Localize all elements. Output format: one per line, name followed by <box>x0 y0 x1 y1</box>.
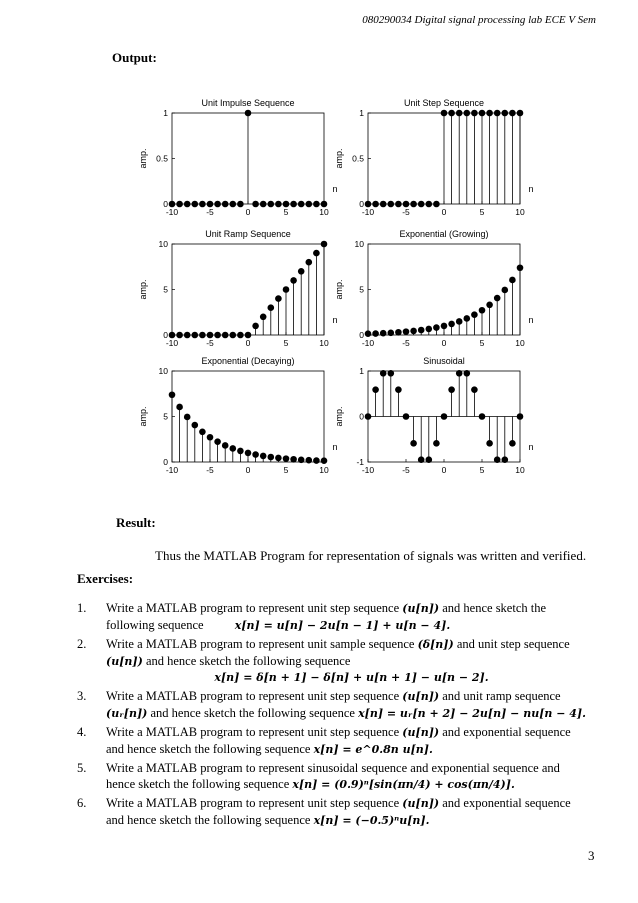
stem-marker <box>245 332 252 339</box>
y-tick-label: 1 <box>359 108 364 118</box>
stem-marker <box>321 241 328 248</box>
plot-title: Sinusoidal <box>423 356 465 366</box>
x-tick-label: -10 <box>361 465 375 475</box>
stem-marker <box>365 330 372 337</box>
stem-marker <box>494 110 501 117</box>
x-tick-label: 5 <box>479 465 485 475</box>
stem-marker <box>486 301 493 308</box>
stem-marker <box>169 201 176 208</box>
x-tick-label: 10 <box>319 338 329 348</box>
stem-marker <box>283 201 290 208</box>
x-tick-label: 0 <box>245 207 251 217</box>
y-tick-label: 0.5 <box>156 153 168 164</box>
stem-marker <box>283 286 290 293</box>
stem-marker <box>517 110 524 117</box>
stem-marker <box>268 201 275 208</box>
stem-marker <box>298 201 305 208</box>
x-tick-label: 5 <box>283 465 289 475</box>
stem-marker <box>448 321 455 328</box>
stem-marker <box>252 451 259 458</box>
stem-marker <box>230 445 237 452</box>
x-tick-label: 0 <box>245 465 251 475</box>
stem-marker <box>214 438 221 445</box>
stem-marker <box>214 201 221 208</box>
x-tick-label: -5 <box>402 338 410 348</box>
x-axis-label: n <box>528 315 534 325</box>
stem-marker <box>321 201 328 208</box>
x-tick-label: 5 <box>283 207 289 217</box>
x-tick-label: -10 <box>165 465 179 475</box>
x-tick-label: -5 <box>402 465 410 475</box>
stem-marker <box>456 110 463 117</box>
y-tick-label: 10 <box>158 366 168 376</box>
plot-title: Unit Ramp Sequence <box>205 229 291 239</box>
stem-marker <box>479 413 486 420</box>
stem-marker <box>176 201 183 208</box>
x-tick-label: 5 <box>479 338 485 348</box>
stem-marker <box>395 386 402 393</box>
plot-title: Unit Step Sequence <box>403 98 485 108</box>
stem-marker <box>222 332 229 339</box>
stem-marker <box>290 277 297 284</box>
stem-marker <box>199 332 206 339</box>
stem-marker <box>268 454 275 461</box>
stem-marker <box>214 332 221 339</box>
x-tick-label: -10 <box>361 207 375 217</box>
stem-marker <box>306 201 313 208</box>
x-axis-label: n <box>528 184 534 194</box>
stem-marker <box>380 330 387 337</box>
y-tick-label: 5 <box>163 411 168 422</box>
stem-marker <box>410 328 417 335</box>
stem-marker <box>365 201 372 208</box>
stem-marker <box>290 201 297 208</box>
x-tick-label: 10 <box>319 207 329 217</box>
exercises-label: Exercises: <box>77 571 134 586</box>
stem-marker <box>260 314 267 321</box>
stem-marker <box>372 386 379 393</box>
stem-marker <box>388 370 395 377</box>
x-tick-label: 0 <box>245 338 251 348</box>
stem-marker <box>290 456 297 463</box>
y-axis-label: amp. <box>334 279 344 300</box>
stem-marker <box>192 332 199 339</box>
y-tick-label: 0 <box>359 199 364 209</box>
stem-marker <box>306 457 313 464</box>
y-tick-label: 1 <box>359 366 364 376</box>
stem-marker <box>222 201 229 208</box>
x-tick-label: 10 <box>515 338 525 348</box>
stem-marker <box>486 440 493 447</box>
x-tick-label: -10 <box>361 338 375 348</box>
result-text: Thus the MATLAB Program for representation of signals was written and verified. <box>155 548 587 563</box>
stem-marker <box>237 332 244 339</box>
stem-marker <box>509 277 516 284</box>
x-tick-label: -5 <box>206 465 214 475</box>
y-axis-label: amp. <box>334 148 344 169</box>
y-tick-label: 0 <box>359 411 364 422</box>
stem-marker <box>471 311 478 318</box>
stem-marker <box>418 456 425 463</box>
x-tick-label: 5 <box>479 207 485 217</box>
x-axis-label: n <box>332 442 338 452</box>
y-tick-label: 10 <box>158 239 168 249</box>
stem-marker <box>502 110 509 117</box>
stem-marker <box>426 326 433 333</box>
stem-marker <box>479 110 486 117</box>
stem-marker <box>260 453 267 460</box>
stem-marker <box>207 434 214 441</box>
x-tick-label: 10 <box>319 465 329 475</box>
stem-marker <box>237 448 244 455</box>
stem-marker <box>448 386 455 393</box>
stem-marker <box>222 442 229 449</box>
stem-marker <box>517 264 524 271</box>
stem-marker <box>448 110 455 117</box>
stem-marker <box>403 201 410 208</box>
stem-marker <box>418 327 425 334</box>
stem-marker <box>395 329 402 336</box>
stem-marker <box>260 201 267 208</box>
plot-title: Exponential (Growing) <box>399 229 489 239</box>
exercise-item: 1. Write a MATLAB program to represent unit step sequence (u[n]) and hence sketch the following sequence x[n] = u[n] − 2u[n − 1] + u[n − 4]. <box>77 601 547 632</box>
exercise-item: 3. Write a MATLAB program to represent unit step sequence (u[n]) and unit ramp sequence (uᵣ[n]) and hence sketch the following sequence x[n] = uᵣ[n + 2] − 2u[n] − nu[n − 4]. <box>77 689 586 720</box>
stem-marker <box>230 201 237 208</box>
stem-marker <box>441 323 448 330</box>
result-label: Result: <box>116 515 156 530</box>
x-tick-label: -5 <box>206 338 214 348</box>
stem-marker <box>365 413 372 420</box>
stem-marker <box>380 370 387 377</box>
stem-marker <box>403 413 410 420</box>
stem-plot-5 <box>138 356 338 475</box>
y-tick-label: 0 <box>163 330 168 340</box>
x-tick-label: 5 <box>283 338 289 348</box>
stem-marker <box>441 413 448 420</box>
x-tick-label: -5 <box>402 207 410 217</box>
stem-marker <box>372 201 379 208</box>
x-tick-label: -10 <box>165 338 179 348</box>
exercise-item: 6. Write a MATLAB program to represent unit step sequence (u[n]) and exponential sequence and hence sketch the following sequence x[n] = (−0.5)ⁿu[n]. <box>77 796 571 827</box>
stem-marker <box>184 201 191 208</box>
y-axis-label: amp. <box>138 406 148 427</box>
x-axis-label: n <box>332 315 338 325</box>
stem-marker <box>275 201 282 208</box>
y-tick-label: 0 <box>163 457 168 467</box>
stem-marker <box>502 287 509 294</box>
y-axis-label: amp. <box>138 148 148 169</box>
stem-marker <box>237 201 244 208</box>
exercise-item: 5. Write a MATLAB program to represent sinusoidal sequence and exponential sequence and hence sketch the following sequence x[n] = (0.9)ⁿ[sin(πn/4) + cos(πn/4)]. <box>77 761 560 791</box>
stem-plot-4 <box>334 229 534 348</box>
stem-marker <box>517 413 524 420</box>
stem-marker <box>464 110 471 117</box>
plot-title: Exponential (Decaying) <box>201 356 295 366</box>
stem-marker <box>199 428 206 435</box>
stem-marker <box>192 201 199 208</box>
stem-marker <box>192 422 199 429</box>
output-label: Output: <box>112 50 157 65</box>
stem-marker <box>433 201 440 208</box>
stem-plot-6 <box>334 356 534 475</box>
plot-title: Unit Impulse Sequence <box>201 98 295 108</box>
y-tick-label: 0.5 <box>352 153 364 164</box>
stem-marker <box>199 201 206 208</box>
stem-marker <box>372 330 379 337</box>
stem-marker <box>230 332 237 339</box>
stem-marker <box>464 370 471 377</box>
x-tick-label: -10 <box>165 207 179 217</box>
stem-marker <box>426 201 433 208</box>
stem-marker <box>433 440 440 447</box>
stem-marker <box>403 328 410 335</box>
stem-marker <box>494 295 501 302</box>
stem-marker <box>176 332 183 339</box>
x-tick-label: 10 <box>515 465 525 475</box>
page-header: 080290034 Digital signal processing lab ECE V Sem <box>362 14 596 26</box>
stem-marker <box>494 456 501 463</box>
stem-marker <box>509 110 516 117</box>
stem-marker <box>426 456 433 463</box>
stem-marker <box>441 110 448 117</box>
stem-marker <box>479 307 486 314</box>
x-tick-label: 10 <box>515 207 525 217</box>
stem-marker <box>321 457 328 464</box>
x-tick-label: 0 <box>441 465 447 475</box>
stem-marker <box>176 404 183 411</box>
stem-marker <box>395 201 402 208</box>
stem-marker <box>252 323 259 330</box>
stem-marker <box>313 250 320 257</box>
stem-marker <box>410 201 417 208</box>
stem-marker <box>486 110 493 117</box>
stem-marker <box>380 201 387 208</box>
stem-marker <box>245 450 252 457</box>
stem-marker <box>456 370 463 377</box>
x-tick-label: -5 <box>206 207 214 217</box>
stem-marker <box>268 304 275 311</box>
x-tick-label: 0 <box>441 338 447 348</box>
stem-marker <box>433 324 440 331</box>
stem-marker <box>298 457 305 464</box>
stem-marker <box>410 440 417 447</box>
stem-marker <box>252 201 259 208</box>
stem-marker <box>418 201 425 208</box>
exercise-list <box>77 600 597 831</box>
stem-marker <box>471 386 478 393</box>
stem-marker <box>456 318 463 325</box>
stem-plot-1 <box>138 98 338 217</box>
x-axis-label: n <box>332 184 338 194</box>
y-tick-label: 5 <box>359 284 364 295</box>
stem-marker <box>313 201 320 208</box>
stem-marker <box>283 455 290 462</box>
stem-marker <box>275 455 282 462</box>
stem-marker <box>169 391 176 398</box>
y-axis-label: amp. <box>334 406 344 427</box>
y-axis-label: amp. <box>138 279 148 300</box>
page-number: 3 <box>588 848 595 863</box>
stem-marker <box>502 456 509 463</box>
stem-marker <box>207 201 214 208</box>
exercise-item: 4. Write a MATLAB program to represent unit step sequence (u[n]) and exponential sequence and hence sketch the following sequence x[n] = e^0.8n u[n]. <box>77 725 571 756</box>
stem-marker <box>184 414 191 421</box>
y-tick-label: 5 <box>163 284 168 295</box>
y-tick-label: 1 <box>163 108 168 118</box>
stem-marker <box>509 440 516 447</box>
y-tick-label: 10 <box>354 239 364 249</box>
stem-marker <box>471 110 478 117</box>
stem-marker <box>388 330 395 337</box>
x-tick-label: 0 <box>441 207 447 217</box>
x-axis-label: n <box>528 442 534 452</box>
stem-marker <box>184 332 191 339</box>
stem-marker <box>275 295 282 302</box>
stem-marker <box>464 315 471 322</box>
y-tick-label: 0 <box>359 330 364 340</box>
exercise-item: 2. Write a MATLAB program to represent unit sample sequence (δ[n]) and unit step sequence (u[n]) and hence sketch the following sequence x[n] = δ[n + 1] − δ[n] + u[n + 1] − u[n − 2]. <box>77 637 570 684</box>
stem-marker <box>298 268 305 275</box>
stem-marker <box>245 110 252 117</box>
stem-marker <box>207 332 214 339</box>
stem-marker <box>306 259 313 266</box>
stem-marker <box>313 457 320 464</box>
stem-plot-3 <box>138 229 338 348</box>
stem-marker <box>388 201 395 208</box>
y-tick-label: 0 <box>163 199 168 209</box>
stem-plot-2 <box>334 98 534 217</box>
y-tick-label: -1 <box>356 457 364 467</box>
stem-marker <box>169 332 176 339</box>
